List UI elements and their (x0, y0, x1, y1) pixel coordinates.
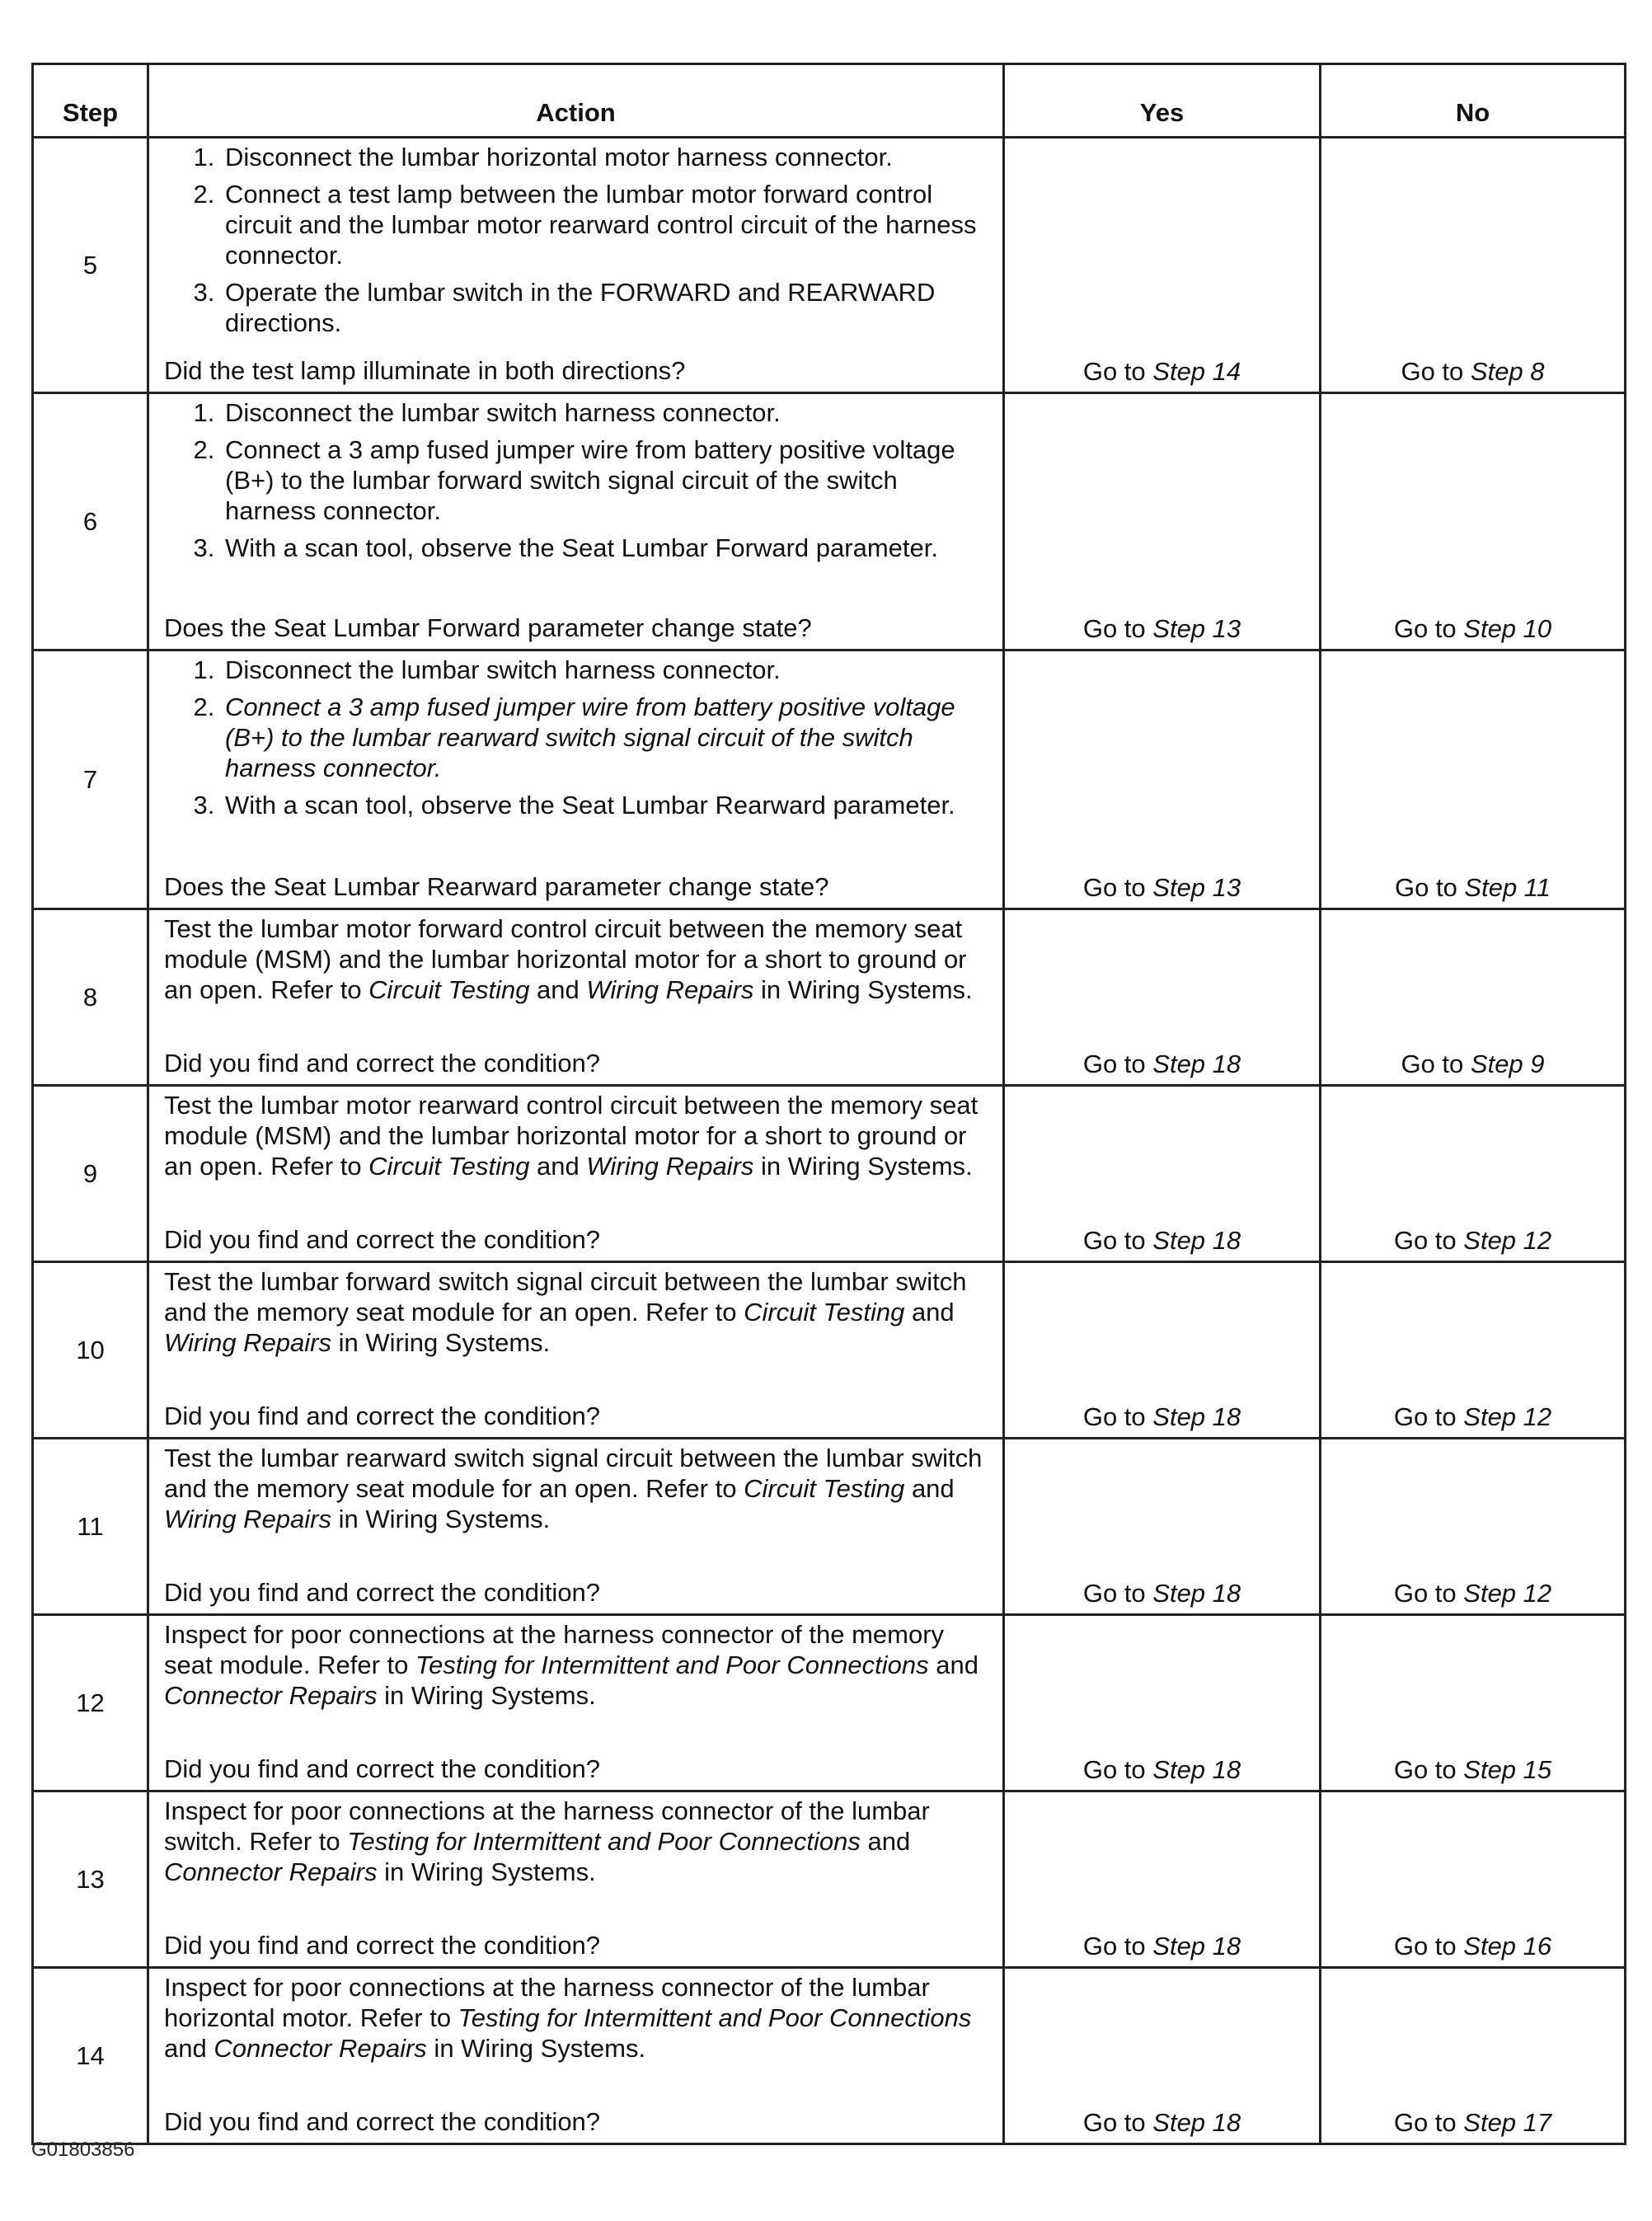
action-question: Did you find and correct the condition? (164, 1049, 601, 1078)
instruction-item (222, 790, 991, 820)
text-run: Disconnect the lumbar switch harness connector. (225, 655, 781, 684)
table-row (33, 909, 1626, 1086)
yes-outcome (1004, 1968, 1321, 2144)
action-cell (148, 650, 1004, 909)
no-outcome (1321, 1968, 1626, 2144)
action-question: Did the test lamp illuminate in both directions? (164, 356, 686, 385)
no-outcome (1321, 1086, 1626, 1262)
text-run: and (904, 1474, 955, 1503)
table-row (33, 650, 1626, 909)
action-content (164, 1796, 991, 1960)
text-run: Go to (1082, 357, 1153, 386)
text-run: Go to (1082, 1049, 1153, 1078)
no-outcome (1321, 138, 1626, 393)
table-row (33, 138, 1626, 393)
italic-reference: Step 11 (1464, 873, 1551, 902)
italic-reference: Step 18 (1152, 1402, 1241, 1431)
step-number: 12 (33, 1615, 148, 1791)
italic-reference: Step 8 (1470, 357, 1545, 386)
instruction-item (222, 142, 991, 172)
yes-outcome (1004, 909, 1321, 1086)
action-question: Did you find and correct the condition? (164, 1754, 601, 1783)
step-number: 9 (33, 1086, 148, 1262)
instruction-item (222, 655, 991, 685)
italic-reference: Step 15 (1463, 1755, 1552, 1784)
action-instructions (164, 1619, 991, 1711)
italic-reference: Testing for Intermittent and Poor Connections (458, 2003, 972, 2032)
table-row (33, 1086, 1626, 1262)
step-number: 13 (33, 1791, 148, 1968)
step-number: 7 (33, 650, 148, 909)
text-run: and (529, 1152, 587, 1181)
italic-reference: Step 18 (1152, 1932, 1241, 1960)
text-run: Go to (1393, 1226, 1464, 1255)
text-run: Go to (1393, 1579, 1464, 1608)
table-body (33, 138, 1626, 2144)
text-run: Go to (1393, 1932, 1464, 1960)
text-run: in Wiring Systems. (753, 975, 973, 1004)
table-row (33, 1262, 1626, 1439)
text-run: Inspect for poor connections at the harness connector of the memory seat module. Refer to (164, 1620, 945, 1679)
header-action: Action (148, 64, 1004, 138)
action-content (164, 397, 991, 643)
text-run: Inspect for poor connections at the harness connector of the lumbar switch. Refer to (164, 1796, 930, 1856)
italic-reference: Step 12 (1463, 1402, 1552, 1431)
text-run: Test the lumbar forward switch signal circuit between the lumbar switch and the memory seat module for an open. Refer to (164, 1267, 967, 1326)
step-number: 8 (33, 909, 148, 1086)
italic-reference: Step 16 (1463, 1932, 1552, 1960)
instruction-item (222, 397, 991, 428)
text-run: Connect a test lamp between the lumbar motor forward control circuit and the lumbar motor rearward control circuit of the harness connector. (225, 180, 977, 270)
italic-reference: Step 14 (1152, 357, 1241, 386)
no-outcome (1321, 1791, 1626, 1968)
figure-code: G01803856 (31, 2139, 135, 2161)
italic-reference: Wiring Repairs (164, 1505, 331, 1533)
text-run: Go to (1401, 1049, 1471, 1078)
italic-reference: Step 18 (1152, 1226, 1241, 1255)
text-run: Go to (1082, 1226, 1153, 1255)
text-run: in Wiring Systems. (377, 1681, 596, 1710)
instruction-item (222, 692, 991, 783)
action-instructions (164, 1266, 991, 1358)
table-row (33, 1615, 1626, 1791)
italic-reference: Step 18 (1152, 2108, 1241, 2137)
yes-outcome (1004, 1262, 1321, 1439)
instruction-list (164, 142, 991, 338)
instruction-paragraph (164, 1796, 991, 1887)
table-row (33, 393, 1626, 650)
italic-reference: Connect a 3 amp fused jumper wire from battery positive voltage (B+) to the lumbar rearward switch signal circuit of the switch harness connector. (225, 693, 955, 782)
header-step: Step (33, 64, 148, 138)
step-number: 11 (33, 1439, 148, 1615)
action-content (164, 655, 991, 902)
instruction-paragraph (164, 1619, 991, 1711)
italic-reference: Step 18 (1152, 1579, 1241, 1608)
text-run: Go to (1082, 1755, 1153, 1784)
text-run: Go to (1082, 2108, 1153, 2137)
italic-reference: Step 17 (1463, 2108, 1552, 2137)
action-instructions (164, 1090, 991, 1181)
no-outcome (1321, 909, 1626, 1086)
action-instructions (164, 1796, 991, 1887)
italic-reference: Step 18 (1152, 1049, 1241, 1078)
italic-reference: Testing for Intermittent and Poor Connections (347, 1827, 861, 1856)
text-run: Test the lumbar motor rearward control circuit between the memory seat module (MSM) and the lumbar horizontal motor for a short to ground or an open. Refer to (164, 1091, 979, 1181)
italic-reference: Circuit Testing (368, 1152, 530, 1181)
header-yes: Yes (1004, 64, 1321, 138)
action-question: Did you find and correct the condition? (164, 1402, 601, 1430)
italic-reference: Step 12 (1463, 1579, 1552, 1608)
action-cell (148, 1791, 1004, 1968)
text-run: and (164, 2034, 214, 2063)
action-instructions (164, 655, 991, 827)
action-content (164, 1266, 991, 1431)
text-run: in Wiring Systems. (426, 2034, 646, 2063)
action-content (164, 1443, 991, 1608)
text-run: Go to (1393, 1402, 1464, 1431)
action-cell (148, 1262, 1004, 1439)
text-run: and (860, 1827, 911, 1856)
yes-outcome (1004, 650, 1321, 909)
italic-reference: Step 10 (1463, 614, 1552, 643)
text-run: in Wiring Systems. (331, 1328, 551, 1357)
italic-reference: Step 18 (1152, 1755, 1241, 1784)
action-question: Does the Seat Lumbar Forward parameter change state? (164, 613, 812, 642)
no-outcome (1321, 1262, 1626, 1439)
step-number: 5 (33, 138, 148, 393)
italic-reference: Wiring Repairs (586, 1152, 754, 1181)
text-run: Go to (1393, 2108, 1464, 2137)
italic-reference: Circuit Testing (368, 975, 530, 1004)
yes-outcome (1004, 138, 1321, 393)
text-run: Go to (1393, 1755, 1464, 1784)
action-cell (148, 909, 1004, 1086)
action-question: Did you find and correct the condition? (164, 2107, 601, 2136)
text-run: Go to (1394, 873, 1465, 902)
table-row (33, 1791, 1626, 1968)
italic-reference: Connector Repairs (164, 1681, 378, 1710)
action-question: Did you find and correct the condition? (164, 1578, 601, 1607)
action-cell (148, 1086, 1004, 1262)
italic-reference: Step 9 (1470, 1049, 1545, 1078)
action-content (164, 1972, 991, 2137)
italic-reference: Step 13 (1152, 614, 1241, 643)
text-run: Go to (1401, 357, 1471, 386)
text-run: Disconnect the lumbar horizontal motor harness connector. (225, 143, 893, 171)
no-outcome (1321, 1439, 1626, 1615)
text-run: With a scan tool, observe the Seat Lumbar Rearward parameter. (225, 791, 955, 819)
text-run: With a scan tool, observe the Seat Lumbar Forward parameter. (225, 533, 938, 562)
instruction-list (164, 655, 991, 820)
action-content (164, 1090, 991, 1255)
action-instructions (164, 1443, 991, 1534)
instruction-paragraph (164, 1972, 991, 2064)
italic-reference: Connector Repairs (164, 1857, 378, 1886)
text-run: Inspect for poor connections at the harness connector of the lumbar horizontal motor. Refer to (164, 1973, 930, 2032)
text-run: and (904, 1298, 955, 1326)
text-run: Operate the lumbar switch in the FORWARD and REARWARD directions. (225, 278, 936, 337)
action-content (164, 142, 991, 386)
action-cell (148, 1615, 1004, 1791)
header-no: No (1321, 64, 1626, 138)
action-content (164, 1619, 991, 1784)
step-number: 6 (33, 393, 148, 650)
italic-reference: Testing for Intermittent and Poor Connections (415, 1650, 929, 1679)
italic-reference: Circuit Testing (744, 1298, 905, 1326)
action-content (164, 913, 991, 1078)
action-cell (148, 393, 1004, 650)
text-run: Go to (1082, 614, 1153, 643)
text-run: in Wiring Systems. (753, 1152, 973, 1181)
step-number: 14 (33, 1968, 148, 2144)
diagnostic-table (31, 63, 1626, 2145)
action-instructions (164, 142, 991, 345)
action-instructions (164, 397, 991, 570)
yes-outcome (1004, 1615, 1321, 1791)
italic-reference: Wiring Repairs (586, 975, 754, 1004)
text-run: Go to (1082, 1579, 1153, 1608)
yes-outcome (1004, 1791, 1321, 1968)
text-run: in Wiring Systems. (377, 1857, 596, 1886)
action-cell (148, 1439, 1004, 1615)
text-run: and (529, 975, 587, 1004)
instruction-item (222, 434, 991, 526)
action-cell (148, 1968, 1004, 2144)
text-run: Disconnect the lumbar switch harness connector. (225, 398, 781, 427)
text-run: Go to (1082, 1932, 1153, 1960)
italic-reference: Connector Repairs (214, 2034, 427, 2063)
instruction-paragraph (164, 913, 991, 1005)
action-instructions (164, 1972, 991, 2064)
action-question: Does the Seat Lumbar Rearward parameter change state? (164, 872, 829, 901)
no-outcome (1321, 650, 1626, 909)
text-run: Test the lumbar motor forward control circuit between the memory seat module (MSM) and the lumbar horizontal motor for a short to ground or an open. Refer to (164, 914, 967, 1004)
instruction-list (164, 397, 991, 563)
table-row (33, 1968, 1626, 2144)
instruction-paragraph (164, 1090, 991, 1181)
action-question: Did you find and correct the condition? (164, 1225, 601, 1254)
instruction-item (222, 179, 991, 270)
yes-outcome (1004, 1439, 1321, 1615)
no-outcome (1321, 1615, 1626, 1791)
italic-reference: Wiring Repairs (164, 1328, 331, 1357)
action-cell (148, 138, 1004, 393)
yes-outcome (1004, 393, 1321, 650)
italic-reference: Step 12 (1463, 1226, 1552, 1255)
italic-reference: Circuit Testing (744, 1474, 905, 1503)
table-row (33, 1439, 1626, 1615)
text-run: Go to (1393, 614, 1464, 643)
text-run: Go to (1082, 1402, 1153, 1431)
action-question: Did you find and correct the condition? (164, 1931, 601, 1960)
instruction-paragraph (164, 1266, 991, 1358)
no-outcome (1321, 393, 1626, 650)
step-number: 10 (33, 1262, 148, 1439)
text-run: Go to (1082, 873, 1153, 902)
table-header-row (33, 64, 1626, 138)
text-run: Connect a 3 amp fused jumper wire from battery positive voltage (B+) to the lumbar forward switch signal circuit of the switch harness connector. (225, 435, 955, 525)
action-instructions (164, 913, 991, 1005)
text-run: Test the lumbar rearward switch signal circuit between the lumbar switch and the memory seat module for an open. Refer to (164, 1444, 983, 1503)
italic-reference: Step 13 (1152, 873, 1241, 902)
instruction-item (222, 533, 991, 563)
text-run: in Wiring Systems. (331, 1505, 551, 1533)
yes-outcome (1004, 1086, 1321, 1262)
text-run: and (928, 1650, 979, 1679)
instruction-item (222, 277, 991, 338)
instruction-paragraph (164, 1443, 991, 1534)
